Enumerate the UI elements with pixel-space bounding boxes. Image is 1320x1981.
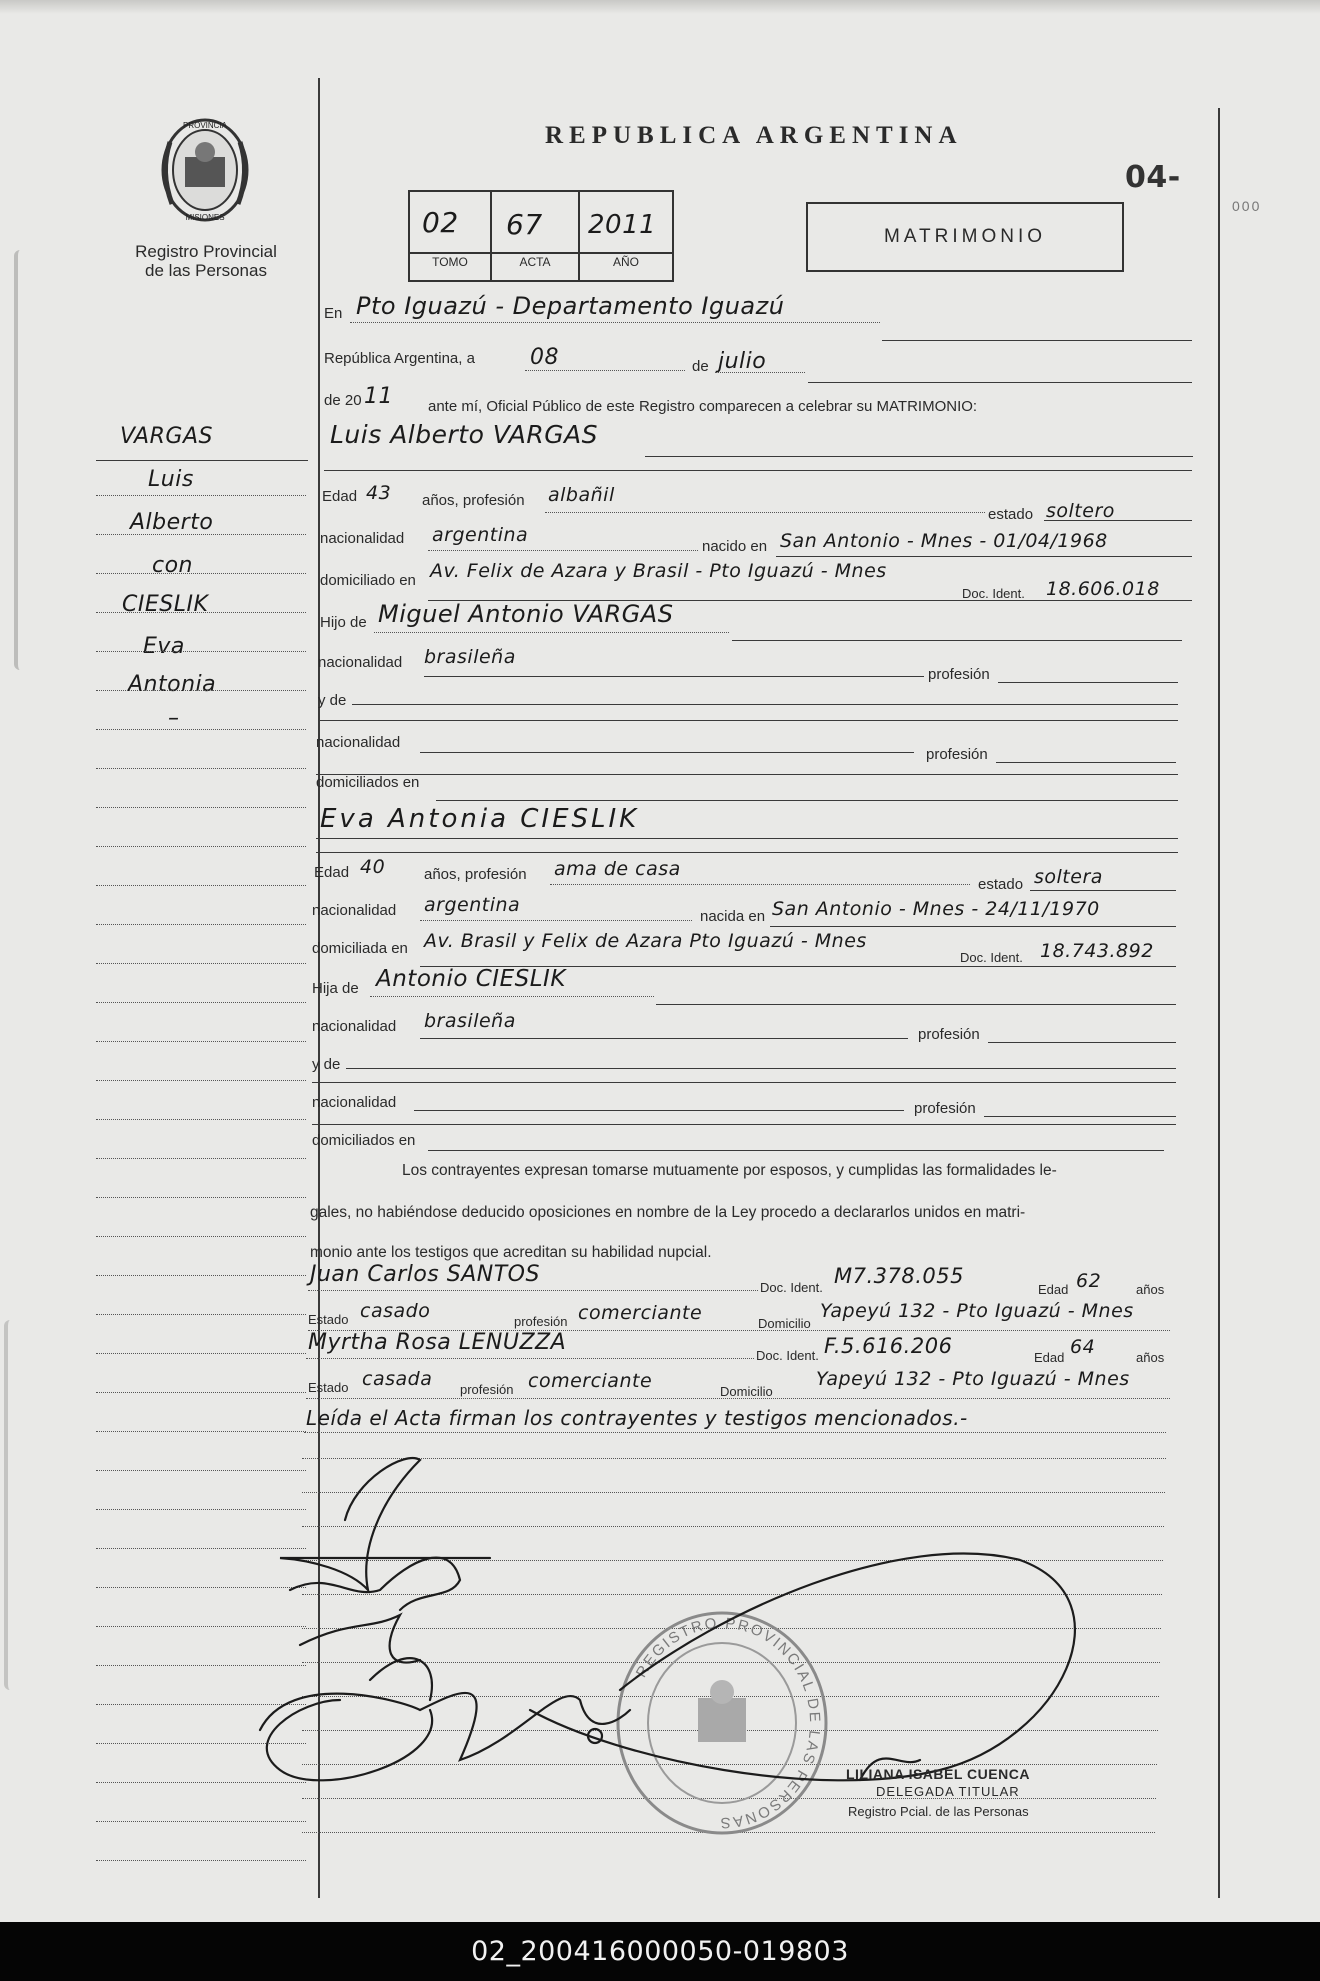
witness2-age-label: Edad <box>1034 1350 1065 1365</box>
witness2-doc: F.5.616.206 <box>824 1334 953 1358</box>
margin-line-4: con <box>152 553 193 578</box>
bride-mother-prof-label: profesión <box>914 1100 976 1117</box>
margin-line-5: CIESLIK <box>122 592 209 617</box>
bride-profession-line <box>550 884 970 885</box>
bride-father-line <box>656 1004 1176 1005</box>
bride-father-underline <box>370 996 654 997</box>
bride-mother-prof-line <box>984 1116 1176 1117</box>
bride-estado: soltera <box>1034 866 1103 888</box>
margin-top-rule <box>96 460 308 461</box>
bride-father-label: Hija de <box>312 980 359 997</box>
witness2-doc-label: Doc. Ident. <box>756 1348 819 1363</box>
bride-father: Antonio CIESLIK <box>376 966 566 992</box>
crest-top-text: PROVINCIA <box>182 121 228 130</box>
bride-estado-label: estado <box>978 876 1024 893</box>
margin-rule <box>96 651 306 652</box>
groom-nationality-line <box>428 550 698 551</box>
margin-rule <box>96 1821 306 1822</box>
bride-gap-line <box>312 1124 1176 1125</box>
margin-rule <box>96 1080 306 1081</box>
intro-text: ante mí, Oficial Público de este Registro comparecen a celebrar su MATRIMONIO: <box>428 398 978 415</box>
official-office: Registro Pcial. de las Personas <box>848 1804 1029 1819</box>
witness1-estado-label: Estado <box>308 1312 349 1327</box>
declaration-line-3: monio ante los testigos que acreditan su habilidad nupcial. <box>310 1244 712 1261</box>
bride-born-line <box>770 926 1176 927</box>
groom-estado: soltero <box>1046 500 1115 522</box>
witness2-estado-label: Estado <box>308 1380 349 1395</box>
margin-rule <box>96 1041 306 1042</box>
groom-born-line <box>776 556 1192 557</box>
groom-name: Luis Alberto VARGAS <box>330 420 599 449</box>
act-type-box <box>806 202 1124 272</box>
folio-number: 04- <box>1125 160 1181 195</box>
margin-rule <box>96 573 306 574</box>
margin-rule <box>96 1431 306 1432</box>
closing-note: Leída el Acta firman los contrayentes y testigos mencionados.- <box>306 1406 968 1430</box>
bride-mother-nat-label: nacionalidad <box>312 1094 397 1111</box>
groom-estado-label: estado <box>988 506 1034 523</box>
witness2-name: Myrtha Rosa LENUZZA <box>308 1330 567 1355</box>
groom-profession: albañil <box>548 484 615 506</box>
file-id-footer: 02_200416000050-019803 <box>0 1922 1320 1981</box>
witness1-years-label: años <box>1136 1282 1165 1297</box>
groom-blank-line <box>324 470 1192 471</box>
margin-rule <box>96 1392 306 1393</box>
witness1-prof: comerciante <box>578 1302 703 1324</box>
margin-rule <box>96 1860 306 1861</box>
witness1-dom-label: Domicilio <box>758 1316 811 1331</box>
bride-parents-dom-label: domiciliados en <box>312 1132 416 1149</box>
bride-mother-label: y de <box>312 1056 341 1073</box>
margin-rule <box>96 1275 306 1276</box>
groom-mother-line <box>352 704 1178 705</box>
bride-doc-label: Doc. Ident. <box>960 950 1023 965</box>
declaration-line-2: gales, no habiéndose deducido oposiciones en nombre de la Ley procedo a declararlos unidos en matri- <box>310 1204 1026 1221</box>
margin-line-6: Eva <box>143 634 185 659</box>
groom-doc-label: Doc. Ident. <box>962 586 1025 601</box>
month-underline <box>715 372 805 373</box>
groom-name-line <box>645 456 1193 457</box>
tomo-label: TOMO <box>432 255 468 269</box>
groom-gap-line <box>316 774 1178 775</box>
date-de-label: de <box>692 358 709 375</box>
groom-mother-prof-label: profesión <box>926 746 988 763</box>
bride-domicile-label: domiciliada en <box>312 940 408 957</box>
witness2-prof-label: profesión <box>460 1382 514 1397</box>
date-day: 08 <box>530 345 559 370</box>
binding-mark-top <box>14 250 28 670</box>
witness2-years-label: años <box>1136 1350 1165 1365</box>
groom-father-nat: brasileña <box>424 646 516 668</box>
margin-rule <box>96 612 306 613</box>
groom-father-prof-label: profesión <box>928 666 990 683</box>
margin-rule <box>96 1236 306 1237</box>
witness1-age: 62 <box>1076 1270 1102 1292</box>
right-border-line <box>1218 108 1220 1898</box>
bride-mother-line-2 <box>312 1082 1176 1083</box>
bride-profession: ama de casa <box>554 858 681 880</box>
margin-line-3: Alberto <box>130 510 214 535</box>
bride-domicile: Av. Brasil y Felix de Azara Pto Iguazú - Mnes <box>424 930 867 952</box>
witness1-age-label: Edad <box>1038 1282 1069 1297</box>
groom-father-label: Hijo de <box>320 614 367 631</box>
groom-domicile-label: domiciliado en <box>320 572 416 589</box>
witness2-prof: comerciante <box>528 1370 653 1392</box>
seal-ring-text: REGISTRO PROVINCIAL DE LAS PERSONAS <box>632 1614 824 1832</box>
witness2-dom: Yapeyú 132 - Pto Iguazú - Mnes <box>816 1368 1130 1390</box>
place-prefix: En <box>324 305 343 322</box>
republic-prefix: República Argentina, a <box>324 350 475 367</box>
crest-bottom-text: MISIONES <box>185 213 225 222</box>
act-type-label: MATRIMONIO <box>883 226 1047 247</box>
groom-father-underline <box>374 632 729 633</box>
margin-rule <box>96 534 306 535</box>
margin-rule <box>96 885 306 886</box>
margin-rule <box>96 690 306 691</box>
groom-profession-label: años, profesión <box>422 492 525 509</box>
bride-nationality: argentina <box>424 894 521 916</box>
bride-name-line <box>316 838 1178 839</box>
bride-nationality-label: nacionalidad <box>312 902 397 919</box>
signatures <box>200 1440 1120 1820</box>
groom-profession-line <box>545 512 985 513</box>
margin-rule <box>96 1158 306 1159</box>
margin-rule <box>96 1002 306 1003</box>
margin-rule <box>96 963 306 964</box>
year-value: 11 <box>364 384 393 409</box>
acta-label: ACTA <box>519 255 551 269</box>
margin-rule <box>96 1314 306 1315</box>
margin-rule <box>96 1119 306 1120</box>
groom-mother-label: y de <box>318 692 347 709</box>
bride-doc: 18.743.892 <box>1040 940 1154 962</box>
bride-nationality-line <box>420 920 692 921</box>
bride-parents-dom-line <box>428 1150 1164 1151</box>
registry-crest-logo <box>150 112 260 227</box>
groom-mother-prof-line <box>996 762 1176 763</box>
groom-father-nat-label: nacionalidad <box>318 654 403 671</box>
binding-mark-bottom <box>4 1320 20 1690</box>
bride-father-nat: brasileña <box>424 1010 516 1032</box>
official-name: LILIANA ISABEL CUENCA <box>846 1766 1030 1782</box>
bride-father-nat-label: nacionalidad <box>312 1018 397 1035</box>
place-line-tail <box>882 340 1192 341</box>
witness2-dom-label: Domicilio <box>720 1384 773 1399</box>
margin-rule <box>96 495 306 496</box>
month-line-tail <box>808 382 1192 383</box>
year-prefix: de 20 <box>324 392 362 409</box>
bride-name: Eva Antonia CIESLIK <box>320 804 640 834</box>
paper-top-edge <box>0 0 1320 14</box>
official-title: DELEGADA TITULAR <box>876 1784 1020 1799</box>
margin-line-8: – <box>168 706 180 731</box>
groom-father: Miguel Antonio VARGAS <box>378 600 674 628</box>
corner-mark: 000 <box>1232 198 1262 214</box>
acta-value: 67 <box>506 208 543 241</box>
groom-born: San Antonio - Mnes - 01/04/1968 <box>780 530 1108 552</box>
groom-nationality-label: nacionalidad <box>320 530 405 547</box>
acta-reference-box <box>408 190 674 282</box>
bride-father-nat-line <box>420 1038 908 1039</box>
tomo-value: 02 <box>422 206 459 239</box>
groom-mother-nat-label: nacionalidad <box>316 734 401 751</box>
groom-estado-line <box>1044 520 1192 521</box>
anio-value: 2011 <box>588 210 657 240</box>
bride-father-prof-label: profesión <box>918 1026 980 1043</box>
bride-born: San Antonio - Mnes - 24/11/1970 <box>772 898 1100 920</box>
witness2-line <box>306 1398 1170 1399</box>
groom-doc: 18.606.018 <box>1046 578 1160 600</box>
groom-mother-line-2 <box>318 720 1178 721</box>
groom-age-label: Edad <box>322 488 358 505</box>
margin-rule <box>96 924 306 925</box>
groom-father-nat-line <box>424 676 924 677</box>
witness1-name: Juan Carlos SANTOS <box>310 1262 540 1287</box>
bride-mother-line <box>346 1068 1176 1069</box>
anio-label: AÑO <box>612 255 639 269</box>
groom-nationality: argentina <box>432 524 529 546</box>
margin-rule <box>96 846 306 847</box>
groom-parents-dom-label: domiciliados en <box>316 774 420 791</box>
groom-born-label: nacido en <box>702 538 768 555</box>
margin-rule <box>96 1197 306 1198</box>
bride-age: 40 <box>360 856 386 878</box>
bride-father-prof-line <box>988 1042 1176 1043</box>
margin-line-7: Antonia <box>128 672 217 697</box>
groom-age: 43 <box>366 482 392 504</box>
margin-line-1: VARGAS <box>120 424 213 449</box>
witness1-doc: M7.378.055 <box>834 1264 964 1288</box>
witness2-age: 64 <box>1070 1336 1096 1358</box>
margin-rule <box>96 729 306 730</box>
margin-rule <box>96 807 306 808</box>
groom-father-line <box>732 640 1182 641</box>
witness1-dom: Yapeyú 132 - Pto Iguazú - Mnes <box>820 1300 1134 1322</box>
bride-mother-nat-line <box>414 1110 904 1111</box>
country-heading: REPUBLICA ARGENTINA <box>545 122 963 149</box>
groom-parents-dom-line <box>436 800 1178 801</box>
bride-born-label: nacida en <box>700 908 766 925</box>
bride-name-line-2 <box>316 852 1178 853</box>
groom-mother-nat-line <box>420 752 914 753</box>
witness2-estado: casada <box>362 1368 433 1390</box>
declaration-line-1: Los contrayentes expresan tomarse mutuamente por esposos, y cumplidas las formalidades le- <box>402 1162 1057 1179</box>
witness2-name-line <box>306 1358 754 1359</box>
bride-estado-line <box>1030 890 1176 891</box>
place-value: Pto Iguazú - Departamento Iguazú <box>356 292 785 320</box>
groom-father-prof-line <box>998 682 1178 683</box>
bride-age-label: Edad <box>314 864 350 881</box>
witness1-doc-label: Doc. Ident. <box>760 1280 823 1295</box>
place-underline <box>350 322 880 323</box>
margin-rule <box>96 768 306 769</box>
day-underline <box>525 370 685 371</box>
witness1-estado: casado <box>360 1300 431 1322</box>
closing-note-line <box>304 1432 1166 1433</box>
margin-line-2: Luis <box>148 467 194 492</box>
groom-domicile: Av. Felix de Azara y Brasil - Pto Iguazú - Mnes <box>430 560 887 582</box>
witness1-prof-label: profesión <box>514 1314 568 1329</box>
registry-name: Registro Provincial de las Personas <box>135 242 277 280</box>
date-month: julio <box>718 349 767 374</box>
bride-profession-label: años, profesión <box>424 866 527 883</box>
witness1-name-line <box>308 1290 758 1291</box>
margin-rule <box>96 1353 306 1354</box>
